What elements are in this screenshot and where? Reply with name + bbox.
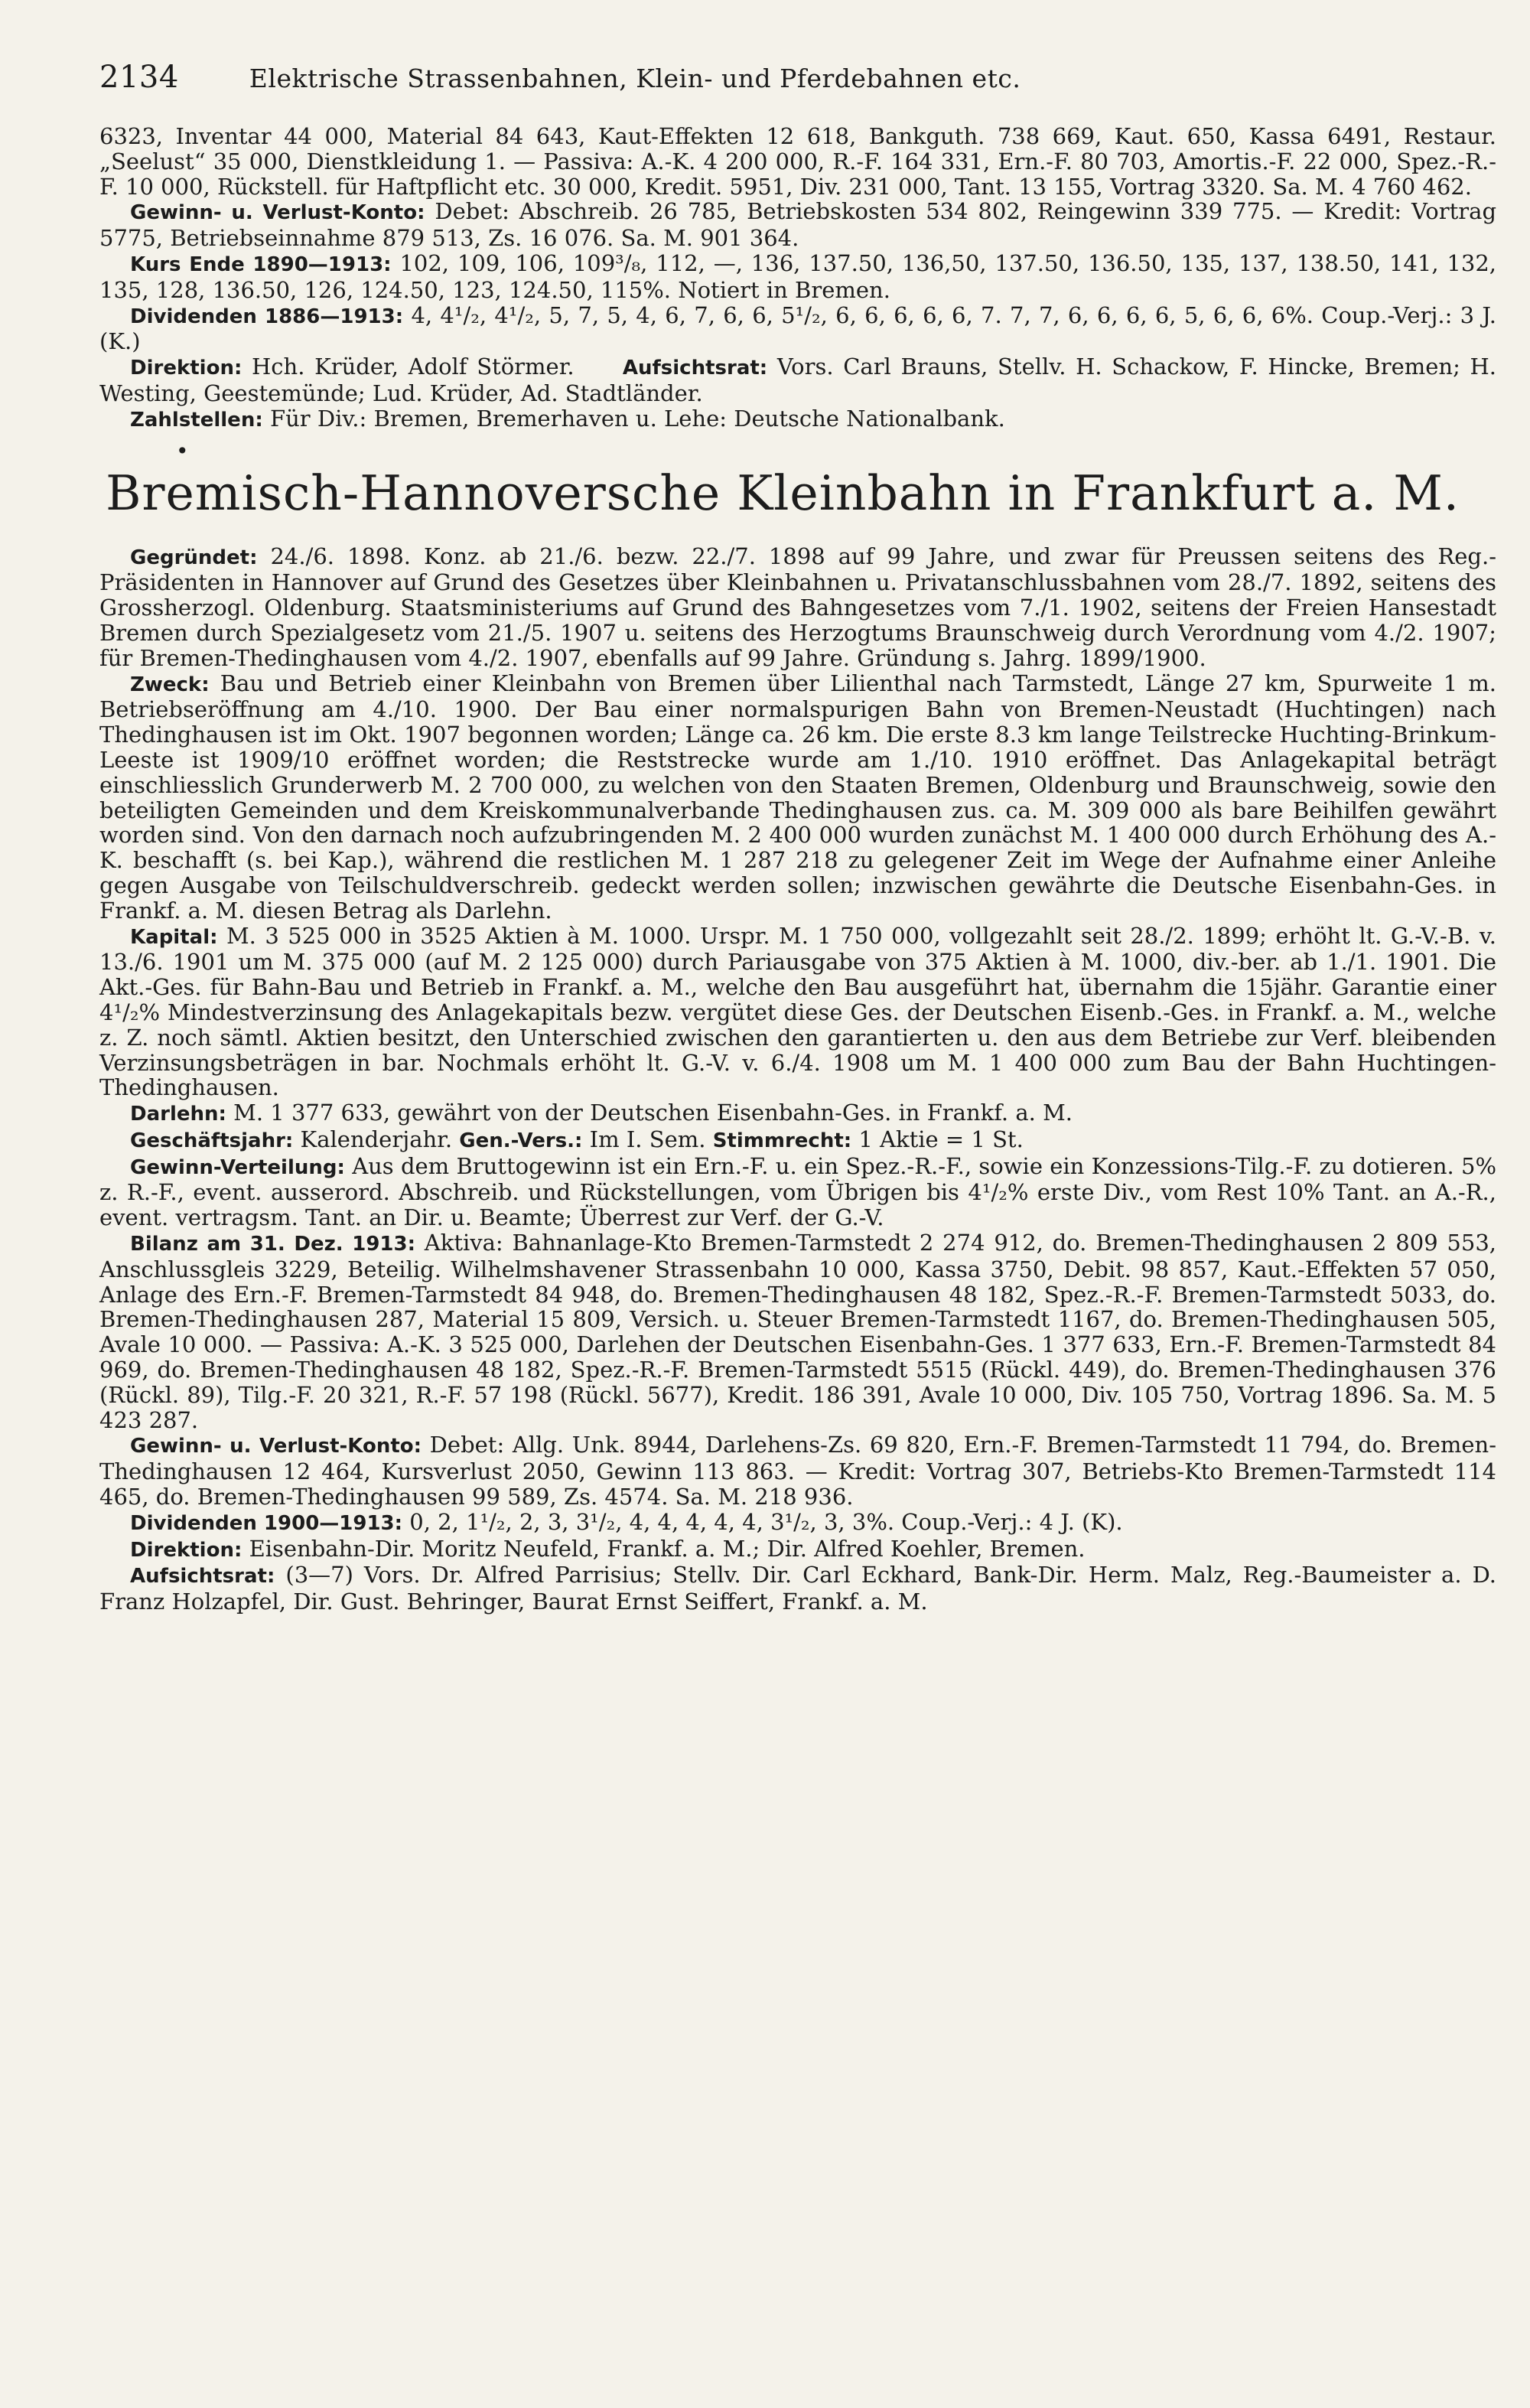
previous-entry: [99, 124, 1496, 433]
running-header: [99, 60, 1496, 95]
kapital-paragraph: [99, 924, 1496, 1101]
direktion-paragraph: [99, 354, 1496, 406]
page-number: 2134: [99, 60, 179, 95]
zweck-text: Bau und Betrieb einer Kleinbahn von Bremen über Lilienthal nach Tarmstedt, Länge 27 km, Spurweite 1 m. Betriebseröffnung am 4./10. 1900. Der Bau einer normalspurigen Bahn von Bremen-Neustadt (Huchtingen) nach Thedinghausen ist im Okt. 1907 begonnen worden; Länge ca. 26 km. Die erste 8.3 km lange Teilstrecke Huchting-Brinkum-Leeste ist 1909/10 eröffnet worden; die Reststrecke wurde am 1./10. 1910 eröffnet. Das Anlagekapital beträgt einschliesslich Grunderwerb M. 2 700 000, zu welchen von den Staaten Bremen, Oldenburg und Braunschweig, sowie den beteiligten Gemeinden und dem Kreiskommunalverbande Thedinghausen zus. ca. M. 309 000 als bare Beihilfen gewährt worden sind. Von den darnach noch aufzubringenden M. 2 400 000 wurden zunächst M. 1 400 000 durch Erhöhung des A.-K. beschafft (s. bei Kap.), während die restlichen M. 1 287 218 zu gelegener Zeit im Wege der Aufnahme einer Anleihe gegen Ausgabe von Teilschuldverschreib. gedeckt werden sollen; inzwischen gewährte die Deutsche Eisenbahn-Ges. in Frankf. a. M. diesen Betrag als Darlehn.: [99, 670, 1497, 924]
geschaeftsjahr-label: Geschäftsjahr:: [130, 1129, 294, 1152]
stimmrecht-text: 1 Aktie = 1 St.: [858, 1126, 1024, 1152]
bilanz-label: Bilanz am 31. Dez. 1913:: [130, 1233, 415, 1256]
aufsichtsrat-label-company: Aufsichtsrat:: [130, 1565, 275, 1588]
gegruendet-text: 24./6. 1898. Konz. ab 21./6. bezw. 22./7. 1898 auf 99 Jahre, und zwar für Preussen seitens des Reg.-Präsidenten in Hannover auf Grund des Gesetzes über Kleinbahnen u. Privatanschlussbahnen vom 28./7. 1892, seitens des Grossherzogl. Oldenburg. Staatsministeriums auf Grund des Bahngesetzes vom 7./1. 1902, seitens der Freien Hansestadt Bremen durch Spezialgesetz vom 21./5. 1907 u. seitens des Herzogtums Braunschweig durch Verordnung vom 4./2. 1907; für Bremen-Thedinghausen vom 4./2. 1907, ebenfalls auf 99 Jahre. Gründung s. Jahrg. 1899/1900.: [99, 543, 1496, 671]
kapital-label: Kapital:: [130, 925, 218, 949]
gen-vers-label: Gen.-Vers.:: [459, 1129, 583, 1152]
gegruendet-paragraph: [99, 544, 1496, 671]
bilanz-continuation: 6323, Inventar 44 000, Material 84 643, Kaut-Effekten 12 618, Bankguth. 738 669, Kaut. 650, Kassa 6491, Restaur. „Seelust“ 35 000, Dienstkleidung 1. — Passiva: A.-K. 4 200 000, R.-F. 164 331, Ern.-F. 80 703, Amortis.-F. 22 000, Spez.-R.-F. 10 000, Rückstell. für Haftpflicht etc. 30 000, Kredit. 5951, Div. 231 000, Tant. 13 155, Vortrag 3320. Sa. M. 4 760 462.: [99, 123, 1496, 200]
guv-text: Debet: Allg. Unk. 8944, Darlehens-Zs. 69 820, Ern.-F. Bremen-Tarmstedt 11 794, do. Bremen-Thedinghausen 12 464, Kursverlust 2050, Gewinn 113 863. — Kredit: Vortrag 307, Betriebs-Kto Bremen-Tarmstedt 114 465, do. Bremen-Thedinghausen 99 589, Zs. 4574. Sa. M. 218 936.: [99, 1432, 1496, 1510]
direktion-label-company: Direktion:: [130, 1538, 243, 1562]
dividenden-paragraph-company: [99, 1510, 1496, 1536]
company-entry: [99, 544, 1496, 1615]
aufsichtsrat-text-company: (3—7) Vors. Dr. Alfred Parrisius; Stellv. Dir. Carl Eckhard, Bank-Dir. Herm. Malz, Reg.-Baumeister a. D. Franz Holzapfel, Dir. Gust. Behringer, Baurat Ernst Seiffert, Frankf. a. M.: [99, 1562, 1497, 1615]
bilanz-text: Aktiva: Bahnanlage-Kto Bremen-Tarmstedt 2 274 912, do. Bremen-Thedinghausen 2 809 553, Anschlussgleis 3229, Beteilig. Wilhelmshavener Strassenbahn 10 000, Kassa 3750, Debit. 98 857, Kaut.-Effekten 57 050, Anlage des Ern.-F. Bremen-Tarmstedt 84 948, do. Bremen-Thedinghausen 48 182, Spez.-R.-F. Bremen-Tarmstedt 5033, do. Bremen-Thedinghausen 287, Material 15 809, Versich. u. Steuer Bremen-Tarmstedt 1167, do. Bremen-Thedinghausen 505, Avale 10 000. — Passiva: A.-K. 3 525 000, Darlehen der Deutschen Eisenbahn-Ges. 1 377 633, Ern.-F. Bremen-Tarmstedt 84 969, do. Bremen-Thedinghausen 48 182, Spez.-R.-F. Bremen-Tarmstedt 5515 (Rückl. 449), do. Bremen-Thedinghausen 376 (Rückl. 89), Tilg.-F. 20 321, R.-F. 57 198 (Rückl. 5677), Kredit. 186 391, Avale 10 000, Div. 105 750, Vortrag 1896. Sa. M. 5 423 287.: [99, 1230, 1496, 1433]
aufsichtsrat-paragraph-company: [99, 1562, 1496, 1615]
gewinn-verlust-label: Gewinn- u. Verlust-Konto:: [130, 201, 425, 225]
stimmrecht-label: Stimmrecht:: [712, 1129, 852, 1152]
zahlstellen-text: Für Div.: Bremen, Bremerhaven u. Lehe: Deutsche Nationalbank.: [269, 405, 1005, 432]
dividenden-text-company: 0, 2, 1¹/₂, 2, 3, 3¹/₂, 4, 4, 4, 4, 4, 3¹/₂, 3, 3%. Coup.-Verj.: 4 J. (K).: [409, 1508, 1123, 1535]
kapital-text: M. 3 525 000 in 3525 Aktien à M. 1000. Urspr. M. 1 750 000, vollgezahlt seit 28./2. 1899; erhöht lt. G.-V.-B. v. 13./6. 1901 um M. 375 000 (auf M. 2 125 000) durch Pariausgabe von 375 Aktien à M. 1000, div.-ber. ab 1./1. 1901. Die Akt.-Ges. für Bahn-Bau und Betrieb in Frankf. a. M., welche den Bau ausgeführt hat, übernahm die 15jähr. Garantie einer 4¹/₂% Mindestverzinsung des Anlagekapitals bezw. vergütet diese Ges. der Deutschen Eisenb.-Ges. in Frankf. a. M., welche z. Z. noch sämtl. Aktien besitzt, den Unterschied zwischen den garantierten u. den aus dem Betriebe zur Verf. bleibenden Verzinsungsbeträgen in bar. Nochmals erhöht lt. G.-V. v. 6./4. 1908 um M. 1 400 000 zum Bau der Bahn Huchtingen-Thedinghausen.: [99, 922, 1497, 1101]
gewinn-verteilung-label: Gewinn-Verteilung:: [130, 1155, 345, 1179]
bilanz-paragraph: [99, 1230, 1496, 1432]
gewinn-verteilung-text: Aus dem Bruttogewinn ist ein Ern.-F. u. ein Spez.-R.-F., sowie ein Konzessions-Tilg.-F. zu dotieren. 5% z. R.-F., event. ausserord. Abschreib. und Rückstellungen, vom Übrigen bis 4¹/₂% erste Div., vom Rest 10% Tant. an A.-R., event. vertragsm. Tant. an Dir. u. Beamte; Überrest zur Verf. der G.-V.: [99, 1152, 1497, 1231]
gewinn-verlust-text: Debet: Abschreib. 26 785, Betriebskosten 534 802, Reingewinn 339 775. — Kredit: Vortrag 5775, Betriebseinnahme 879 513, Zs. 16 076. Sa. M. 901 364.: [99, 198, 1497, 252]
gewinn-verlust-paragraph: [99, 199, 1496, 251]
kurs-text: 102, 109, 106, 109³/₈, 112, —, 136, 137.50, 136,50, 137.50, 136.50, 135, 137, 138.50, 141, 132, 135, 128, 136.50, 126, 124.50, 123, 124.50, 115%. Notiert in Bremen.: [99, 249, 1497, 303]
zweck-paragraph: [99, 671, 1496, 924]
guv-label: Gewinn- u. Verlust-Konto:: [130, 1435, 422, 1458]
direktion-text-company: Eisenbahn-Dir. Moritz Neufeld, Frankf. a. M.; Dir. Alfred Koehler, Bremen.: [249, 1535, 1086, 1562]
running-title: Elektrische Strassenbahnen, Klein- und Pferdebahnen etc.: [249, 64, 1021, 93]
aufsichtsrat-label: Aufsichtsrat:: [622, 357, 768, 380]
kurs-paragraph: [99, 251, 1496, 303]
dividenden-text: 4, 4¹/₂, 4¹/₂, 5, 7, 5, 4, 6, 7, 6, 6, 5¹/₂, 6, 6, 6, 6, 6, 7. 7, 7, 6, 6, 6, 6, 5, 6, 6, 6%. Coup.-Verj.: 3 J. (K.): [99, 301, 1496, 355]
zahlstellen-label: Zahlstellen:: [130, 408, 263, 432]
geschaeftsjahr-paragraph: [99, 1127, 1496, 1154]
kurs-label: Kurs Ende 1890—1913:: [130, 253, 392, 276]
zweck-label: Zweck:: [130, 673, 210, 696]
gewinn-verteilung-paragraph: [99, 1154, 1496, 1230]
guv-paragraph: [99, 1432, 1496, 1509]
dividenden-label-company: Dividenden 1900—1913:: [130, 1511, 403, 1535]
separator-dot: •: [176, 438, 189, 464]
dividenden-label: Dividenden 1886—1913:: [130, 305, 404, 328]
gegruendet-label: Gegründet:: [130, 546, 258, 569]
zahlstellen-paragraph: [99, 406, 1496, 433]
gen-vers-text: Im I. Sem.: [589, 1126, 706, 1152]
direktion-label: Direktion:: [130, 357, 243, 380]
direktion-paragraph-company: [99, 1536, 1496, 1563]
darlehn-label: Darlehn:: [130, 1103, 226, 1126]
aufsichtsrat-text: Vors. Carl Brauns, Stellv. H. Schackow, F. Hincke, Bremen; H. Westing, Geestemünde; Lud. Krüder, Ad. Stadtländer.: [99, 354, 1496, 406]
darlehn-text: M. 1 377 633, gewährt von der Deutschen Eisenbahn-Ges. in Frankf. a. M.: [233, 1100, 1073, 1126]
geschaeftsjahr-text: Kalenderjahr.: [300, 1126, 453, 1152]
direktion-text: Hch. Krüder, Adolf Störmer.: [252, 354, 575, 380]
company-title: Bremisch-Hannoversche Kleinbahn in Frankfurt a. M.: [106, 464, 1460, 521]
dividenden-paragraph: [99, 303, 1496, 355]
darlehn-paragraph: [99, 1100, 1496, 1127]
